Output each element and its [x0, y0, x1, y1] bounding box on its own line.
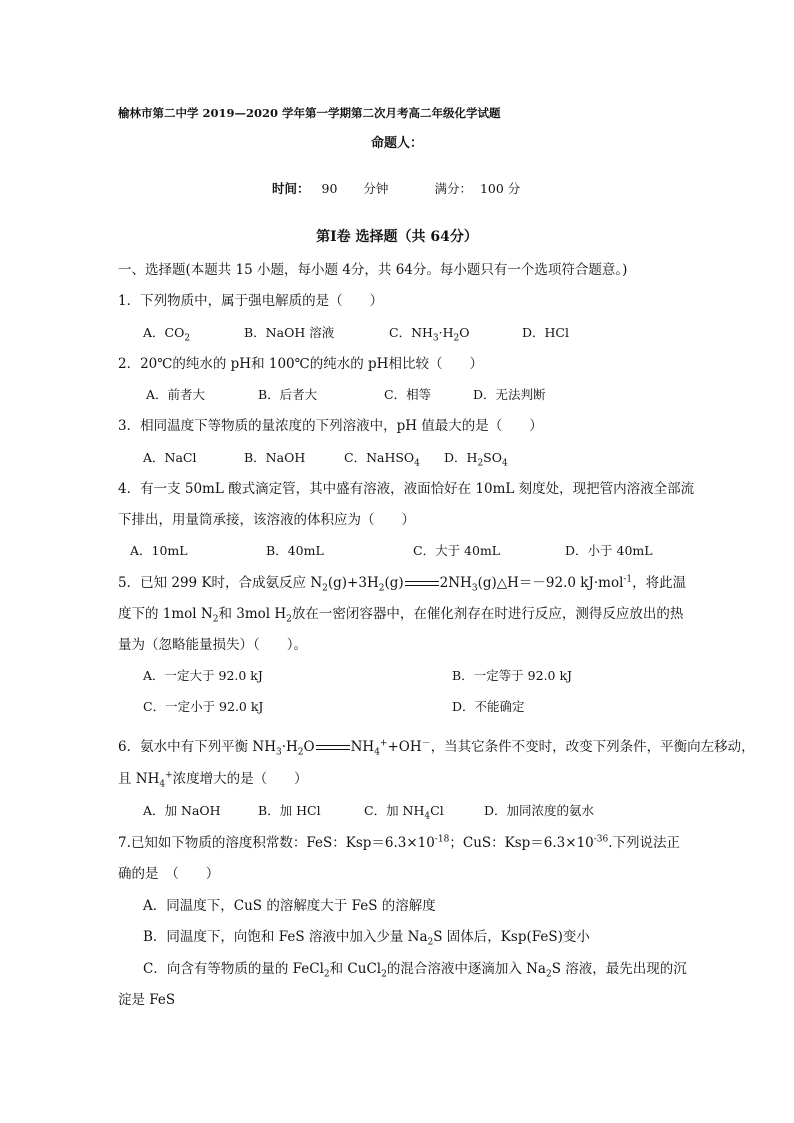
exam-title: 榆林市第二中学 2019—2020 学年第一学期第二次月考高二年级化学试题: [118, 106, 501, 120]
question-6-option-a: A．加 NaOH: [143, 803, 221, 818]
question-4-stem-line2: 下排出，用量筒承接，该溶液的体积应为（ ）: [118, 512, 415, 528]
question-3-option-b: B．NaOH: [244, 450, 306, 465]
question-3-option-c: C．NaHSO$_4$: [344, 450, 420, 469]
time-value: 90: [321, 181, 338, 196]
score-value: 100 分: [479, 181, 521, 196]
equilibrium-arrow: [316, 743, 350, 753]
question-5-option-c: C．一定小于 92.0 kJ: [143, 699, 264, 714]
question-2-option-b: B．后者大: [258, 387, 318, 402]
question-7-option-b: B．同温度下，向饱和 FeS 溶液中加入少量 $Na_2S$ 固体后，Ksp(FeS)变小: [143, 929, 590, 948]
question-3-stem: 3．相同温度下等物质的量浓度的下列溶液中，pH 值最大的是（ ）: [118, 418, 543, 434]
question-2-option-d: D．无法判断: [473, 387, 546, 402]
question-4-stem-line1: 4．有一支 50mL 酸式滴定管，其中盛有溶液，液面恰好在 10mL 刻度处，现把管内溶液全部流: [118, 481, 695, 497]
question-5-option-a: A．一定大于 92.0 kJ: [143, 668, 263, 683]
question-4-option-b: B．40mL: [266, 543, 324, 558]
question-3-option-a: A．NaCl: [143, 450, 197, 465]
question-6-option-d: D．加同浓度的氨水: [484, 803, 595, 818]
author-label: 命题人：: [370, 136, 423, 151]
section-instructions: 一、选择题(本题共 15 小题，每小题 4分，共 64分。每小题只有一个选项符合题意。): [118, 262, 628, 278]
question-2-stem: 2．20℃的纯水的 pH和 100℃的纯水的 pH相比较（ ）: [118, 356, 483, 372]
question-2-option-c: C．相等: [384, 387, 432, 402]
question-6-stem-line2: 且 $NH_4^+$浓度增大的是（ ）: [118, 770, 308, 790]
question-7-option-c-line2: 淀是 FeS: [118, 992, 176, 1008]
question-1-option-b: B．NaOH 溶液: [244, 325, 335, 340]
question-6-option-b: B．加 HCl: [258, 803, 321, 818]
score-label: 满分：: [434, 181, 472, 196]
question-7-stem-line1: 7.已知如下物质的溶度积常数：FeS：$Ksp=6.3\times 10^{-18}$；CuS：$Ksp=6.3\times 10^{-36}$.下列说法正: [118, 834, 681, 851]
question-4-option-d: D．小于 40mL: [565, 543, 653, 558]
question-2-option-a: A．前者大: [146, 387, 206, 402]
question-3-option-d: D．$H_2SO_4$: [444, 450, 508, 469]
question-4-option-a: A．10mL: [130, 543, 188, 558]
question-5-stem-line3: 量为（忽略能量损失）（ ）。: [118, 637, 307, 653]
equilibrium-arrow: [405, 579, 439, 589]
question-5-option-b: B．一定等于 92.0 kJ: [452, 668, 573, 683]
time-unit: 分钟: [363, 181, 389, 196]
question-6-option-c: C．加 $NH_4Cl$: [364, 803, 444, 822]
question-4-option-c: C．大于 40mL: [413, 543, 501, 558]
question-1-option-a: A．$CO_2$: [143, 325, 191, 344]
question-5-stem-line2: 度下的 1mol $N_2$和 3mol $H_2$放在一密闭容器中，在催化剂存在时进行反应，测得反应放出的热: [118, 606, 684, 625]
question-1-option-c: C．$NH_3\cdot H_2O$: [389, 325, 470, 344]
question-1-stem: 1．下列物质中，属于强电解质的是（ ）: [118, 293, 384, 309]
section-title: 第Ⅰ卷 选择题（共 64分）: [316, 229, 478, 245]
question-7-stem-line2: 确的是 （ ）: [118, 866, 220, 882]
question-5-option-d: D．不能确定: [452, 699, 525, 714]
question-1-option-d: D．HCl: [522, 325, 569, 340]
exam-time: [272, 179, 520, 199]
question-6-stem-line1: 6．氨水中有下列平衡 $NH_3\cdot H_2O$ $NH_4^++OH^-$，当其它条件不变时，改变下列条件，平衡向左移动，: [118, 738, 755, 758]
question-5-stem-line1: 5．已知 299 K时，合成氨反应 $N_2(g)+3H_2(g)$ $2NH_3(g)\triangle H=-92.0$ kJ·mol$^{-1}$，将此温: [118, 574, 687, 594]
question-7-option-c: C．向含有等物质的量的 FeCl$_2$和 CuCl$_2$的混合溶液中逐滴加入 $Na_2S$ 溶液，最先出现的沉: [143, 961, 687, 980]
question-7-option-a: A．同温度下，CuS 的溶解度大于 FeS 的溶解度: [143, 898, 436, 914]
time-label: 时间：: [272, 181, 310, 196]
